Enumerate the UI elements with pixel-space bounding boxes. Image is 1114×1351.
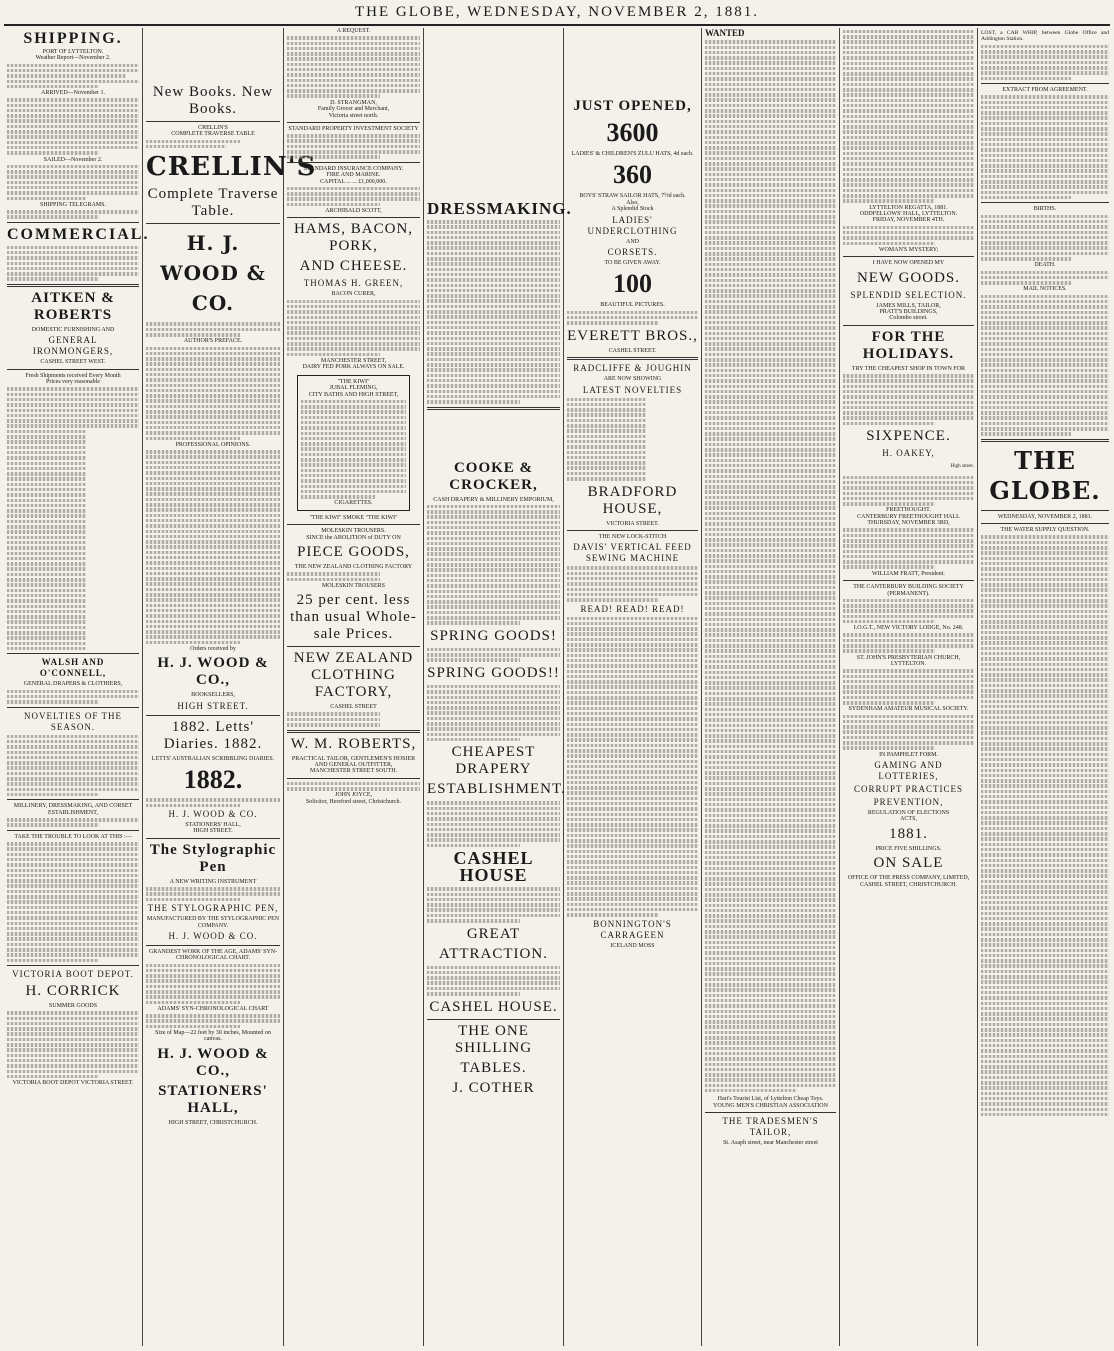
crellin-logo: CRELLIN'S (146, 152, 317, 183)
hart-line: Hart's Tourist List, of Lyttelton Cheap Toys. (717, 1096, 824, 1103)
number-3600: 3600 (606, 118, 659, 147)
high-street-line: HIGH STREET. (177, 700, 249, 711)
standard-ins-heading: STANDARD INSURANCE COMPANY. (303, 165, 404, 172)
green-text (287, 300, 420, 356)
wood-text (146, 322, 280, 336)
divider (287, 646, 420, 647)
col7-top-text (843, 30, 974, 203)
divider (7, 284, 139, 287)
newbooks-heading: New Books. New Books. (152, 84, 274, 117)
davis-text (567, 566, 698, 601)
aitken-list (7, 387, 139, 650)
boys-line: BOYS' STRAW SAILOR HATS, 7½d each. (579, 193, 686, 200)
regulation-line: REGULATION OF ELECTIONS (867, 810, 950, 817)
everett-text (567, 311, 698, 325)
highst-line: HIGH STREET. (193, 828, 233, 835)
kiwi-text (301, 400, 406, 499)
scott-line: ARCHIBALD SCOTT, (325, 208, 382, 215)
lezard-heading: TAKE THE TROUBLE TO LOOK AT THIS :— (14, 833, 132, 840)
attraction-heading: ATTRACTION. (439, 945, 548, 962)
walsh-sub: GENERAL DRAPERS & CLOTHIERS, (23, 681, 123, 688)
corrick-footer: VICTORIA BOOT DEPOT VICTORIA STREET. (12, 1080, 134, 1087)
st-asaph-line: St. Asaph street, near Manchester street (723, 1140, 818, 1147)
strangman-line: D. STRANGMAN, (330, 99, 377, 106)
nz-text (287, 572, 420, 581)
sixpence-heading: SIXPENCE. (866, 428, 951, 445)
capital-line: CAPITAL ... ... £1,000,000. (320, 178, 387, 185)
telegrams-heading: SHIPPING TELEGRAMS. (40, 201, 106, 208)
kiwi-heading: "THE KIWI" (337, 378, 370, 385)
green-heading: THOMAS H. GREEN, (303, 278, 404, 289)
professional-heading: PROFESSIONAL OPINIONS. (175, 441, 251, 448)
corsets-line: CORSETS. (607, 247, 658, 258)
lyttelton-line: LYTTELTON. (890, 661, 927, 668)
divider (287, 162, 420, 163)
shipping-text (7, 64, 139, 89)
complete-logo: Complete Traverse Table. (147, 186, 279, 220)
divider (287, 730, 420, 733)
curer-line: BACON CURER, (331, 291, 376, 298)
arrived-text (7, 98, 139, 154)
divider (981, 523, 1109, 524)
hams-heading: HAMS, BACON, PORK, (293, 221, 414, 255)
divider (287, 217, 420, 218)
shipping-heading: SHIPPING. (23, 30, 123, 47)
showing-line: ARE NOW SHOWING (603, 376, 662, 383)
column-4 (424, 28, 572, 1346)
kiwi-advert (297, 375, 410, 511)
writing-line: A NEW WRITING INSTRUMENT (169, 878, 257, 885)
given-line: TO BE GIVEN AWAY. (604, 260, 661, 267)
request-text (287, 36, 420, 98)
number-100: 100 (613, 269, 652, 299)
column-3 (284, 28, 423, 1346)
read-heading: READ! READ! READ! (580, 603, 685, 614)
beautiful-line: BEAUTIFUL PICTURES. (600, 302, 665, 309)
jubal-line: JUBAL FLEMING, (329, 385, 378, 392)
divider (981, 510, 1109, 511)
canterbury-line: CANTERBURY FREETHOUGHT HALL (857, 513, 960, 520)
divider (7, 799, 139, 800)
wanted-advert (705, 30, 836, 1092)
masthead: THE GLOBE, WEDNESDAY, NOVEMBER 2, 1881. (355, 4, 759, 20)
divider (7, 965, 139, 966)
kiwi-vertical: "THE KIWI" SMOKE "THE KIWI" (309, 514, 398, 521)
just-opened-heading: JUST OPENED, (573, 98, 692, 114)
high-line: High street. (950, 464, 974, 470)
christchurch-line: HIGH STREET, CHRISTCHURCH. (168, 1119, 258, 1126)
newgoods-heading: NEW GOODS. (856, 269, 961, 286)
divider (146, 945, 280, 946)
oakey-text (843, 476, 974, 506)
orders-line: Orders received by (190, 646, 236, 653)
since-line: SINCE the ABOLITION of DUTY ON (306, 534, 401, 541)
wanted-label: WANTED (705, 28, 745, 38)
divider (981, 202, 1109, 203)
wood2-heading: H. J. WOOD & CO., (157, 655, 269, 689)
date-line: WEDNESDAY, NOVEMBER 2, 1881. (997, 513, 1093, 520)
arrived-heading: ARRIVED—November 1. (41, 90, 105, 97)
column-5 (564, 28, 701, 1346)
price-heading: 25 per cent. less than usual Whole-sale Prices. (290, 592, 417, 643)
editorial-text (981, 535, 1109, 1116)
standard-ins-text (287, 187, 420, 206)
building-text (843, 599, 974, 624)
colombo-line: Colombo street. (889, 315, 928, 322)
crellin-label: CRELLIN'S (198, 125, 228, 131)
great-heading: GREAT (466, 925, 521, 942)
extract-heading: EXTRACT FROM AGREEMENT. (1002, 87, 1088, 94)
divider (146, 715, 280, 716)
freethought-text (843, 528, 974, 569)
cigarettes-line: CIGARETTES. (334, 500, 373, 507)
cheapest-heading: CHEAPEST DRAPERY (451, 744, 536, 778)
divider (843, 256, 974, 257)
divider (146, 223, 280, 224)
cashel-heading: CASHEL HOUSE (453, 848, 534, 886)
thursday-line: THURSDAY, NOVEMBER 3RD, (867, 520, 950, 527)
mail-heading: MAIL NOTICES. (1023, 286, 1067, 293)
moleskin2-line: MOLESKIN TROUSERS (321, 582, 386, 589)
bonnington-heading: BONNINGTON'S CARRAGEEN (593, 918, 672, 940)
attraction-text (427, 966, 560, 996)
request-heading: A REQUEST. (336, 28, 371, 34)
number-360: 360 (613, 160, 652, 190)
lost-text (981, 45, 1109, 80)
divider (7, 830, 139, 831)
wood5-heading: H. J. WOOD & CO., (157, 1045, 269, 1079)
young-line: YOUNG MEN'S CHRISTIAN ASSOCIATION (713, 1102, 828, 1109)
nzcf-text (287, 712, 420, 726)
prevention-heading: PREVENTION, (873, 797, 944, 808)
aitken-sub: DOMESTIC FURNISHING AND (31, 326, 115, 333)
freethought-heading: FREETHOUGHT. (886, 507, 931, 514)
weather-report: Weather Report—November 2. (35, 55, 111, 62)
cashel-line: CASHEL STREET, CHRISTCHURCH. (859, 881, 957, 888)
sydenham-text (843, 715, 974, 750)
roberts-heading: W. M. ROBERTS, (290, 735, 417, 752)
building-heading: THE CANTERBURY BUILDING SOCIETY (PERMANENT). (853, 584, 964, 597)
dairy-line: DAIRY FED PORK ALWAYS ON SALE. (302, 364, 405, 371)
divider (843, 580, 974, 581)
walsh-text (7, 690, 139, 704)
standard-text (287, 134, 420, 159)
manchester-south-line: MANCHESTER STREET SOUTH. (309, 768, 398, 775)
stylo2-heading: THE STYLOGRAPHIC PEN, (147, 903, 279, 914)
radcliffe-heading: RADCLIFFE & JOUGHIN (573, 363, 692, 374)
divider (7, 653, 139, 654)
victoria-line: Victoria street north. (328, 112, 379, 119)
friday-line: FRIDAY, NOVEMBER 4TH. (872, 217, 945, 224)
chart2-text (146, 1014, 280, 1028)
cash-line: CASH DRAPERY & MILLINERY EMPORIUM, (433, 496, 554, 503)
moleskin-heading: MOLESKIN TROUSERS. (321, 528, 386, 535)
chart2-heading: ADAMS' SYN-CHRONOLOGICAL CHART (157, 1005, 269, 1012)
year-heading: 1881. (889, 825, 928, 842)
diaries-year: 1882. (183, 765, 243, 795)
divider (287, 524, 420, 525)
womans-line: WOMAN'S MYSTERY; (878, 246, 939, 253)
top-rule (4, 24, 1110, 26)
acts-line: ACTS, (900, 816, 917, 823)
letts-line: LETTS' AUSTRALIAN SCRIBBLING DIARIES. (151, 755, 275, 762)
spring2-heading: SPRING GOODS!! (427, 664, 560, 681)
ioof-text (843, 633, 974, 652)
bradford-heading: BRADFORD HOUSE, (587, 483, 678, 517)
everett-street: CASHEL STREET. (608, 347, 657, 354)
splendid-heading: SPLENDID SELECTION. (850, 289, 967, 300)
manchester-line: MANCHESTER STREET, (320, 357, 387, 364)
prices-line: Prices very reasonable (46, 379, 100, 386)
aitken-heading: AITKEN & ROBERTS (31, 289, 115, 323)
commercial-text (7, 246, 139, 281)
spring2-text (427, 685, 560, 741)
office-line: OFFICE OF THE PRESS COMPANY, LIMITED, (847, 875, 970, 882)
size-line: Size of Map—22 feet by 30 inches, Mounted on canvas. (155, 1030, 271, 1043)
lost-notice: LOST, a CAB WHIP, between Globe Office and Addington Station. (981, 30, 1109, 43)
port-heading: PORT OF LYTTELTON. (42, 49, 104, 55)
chart-text (146, 964, 280, 1005)
try-line: TRY THE CHEAPEST SHOP IN TOWN FOR (851, 365, 966, 372)
crellin-text (146, 140, 280, 149)
one-heading: THE ONE SHILLING (454, 1022, 533, 1056)
james-line: JAMES MILLS, TAILOR, (876, 302, 941, 309)
professional-text (146, 450, 280, 644)
read-text (567, 617, 698, 917)
also-line: Also, (626, 199, 639, 206)
sydenham-heading: SYDENHAM AMATEUR MUSICAL SOCIETY. (848, 706, 969, 713)
presbyterian-text (843, 669, 974, 704)
complete-label: COMPLETE TRAVERSE TABLE (171, 131, 255, 138)
preface-heading: AUTHOR'S PREFACE. (183, 338, 243, 345)
column-8 (978, 28, 1112, 1346)
births-text (981, 215, 1109, 261)
cashel2-heading: CASHEL HOUSE. (429, 998, 558, 1015)
solicitor-line: Solicitor, Hereford street, Christchurch. (305, 798, 402, 805)
oddfellows-line: ODDFELLOWS' HALL, LYTTELTON. (859, 211, 958, 217)
divider (146, 121, 280, 122)
underclothing-line: LADIES' UNDERCLOTHING (587, 214, 678, 236)
commercial-heading: COMMERCIAL. (7, 225, 150, 243)
and-line: AND (626, 238, 639, 245)
wanted-text (705, 40, 836, 1092)
walsh-heading: WALSH AND O'CONNELL, (39, 657, 107, 679)
tailor-line: PRACTICAL TAILOR, GENTLEMEN'S HOSIER (291, 755, 416, 762)
stationers-hall-heading: STATIONERS' HALL, (158, 1082, 268, 1116)
water-heading: THE WATER SUPPLY QUESTION. (1000, 527, 1090, 534)
latest-line: LATEST NOVELTIES (582, 384, 683, 395)
divider (287, 122, 420, 123)
millinery-heading: MILLINERY, DRESSMAKING, AND CORSET ESTABLISHMENT, (13, 803, 133, 816)
outfitter-line: AND GENERAL OUTFITTER, (314, 761, 393, 768)
joyce-line: JOHN JOYCE, (334, 792, 372, 799)
diaries-text (146, 798, 280, 807)
corrupt-heading: CORRUPT PRACTICES (853, 784, 964, 795)
aitken-sub2: GENERAL IRONMONGERS, (32, 335, 114, 357)
divider (427, 1019, 560, 1020)
column-6 (702, 28, 839, 1346)
stationers-line: STATIONERS' HALL, (185, 822, 241, 829)
diaries-heading: 1882. Letts' Diaries. 1882. (163, 718, 263, 752)
divider (427, 407, 560, 410)
stylo-text (146, 887, 280, 901)
tables-heading: TABLES. (460, 1059, 527, 1076)
corrick-text (7, 1011, 139, 1078)
divider (705, 1112, 836, 1113)
corrick-heading: H. CORRICK (25, 983, 121, 1000)
column-2 (143, 28, 317, 1346)
stylo-sub: MANUFACTURED BY THE STYLOGRAPHIC PEN COMPANY. (146, 916, 280, 929)
ioof-heading: I.O.G.T., NEW VICTORY LODGE, No. 248. (853, 625, 964, 632)
pratt-line: PRATT'S BUILDINGS, (879, 309, 938, 316)
iceland-line: ICELAND MOSS (610, 942, 655, 949)
price-line: PRICE FIVE SHILLINGS. (875, 845, 942, 852)
mail-text (981, 295, 1109, 436)
shipments-line: Fresh Shipments received Every Month (25, 372, 121, 379)
victoria-line: VICTORIA STREET. (606, 520, 659, 527)
tradesmen-heading: THE TRADESMEN'S TAILOR, (722, 1116, 819, 1138)
cother-heading: J. COTHER (452, 1079, 535, 1096)
divider (7, 707, 139, 708)
divider (287, 778, 420, 779)
death-heading: DEATH. (1034, 262, 1056, 269)
cooke-text (427, 505, 560, 625)
baths-line: CITY BATHS AND HIGH STREET, (308, 391, 399, 398)
births-heading: BIRTHS. (1033, 206, 1057, 213)
divider (7, 369, 139, 370)
preface-text (146, 347, 280, 441)
aitken-street: CASHEL STREET WEST. (40, 359, 106, 366)
wood3-heading: H. J. WOOD & CO. (168, 809, 258, 820)
splendid-line: A Splendid Stock (611, 206, 654, 213)
divider (7, 222, 139, 223)
establishment-heading: ESTABLISHMENT. (427, 781, 566, 798)
onsale-heading: ON SALE (873, 855, 944, 872)
holidays-heading: FOR THE HOLIDAYS. (862, 328, 955, 362)
ladies-line: LADIES' & CHILDREN'S ZULU HATS, 4d each. (571, 151, 694, 157)
wood-heading: H. J. WOOD & CO. (160, 231, 266, 316)
regatta-heading: LYTTELTON REGATTA, 1881. (869, 204, 948, 211)
opened-line: I HAVE NOW OPENED MY (872, 260, 945, 267)
millinery-text (7, 818, 139, 827)
nzcf-heading: NEW ZEALAND CLOTHING FACTORY, (293, 650, 414, 701)
piece-heading: PIECE GOODS, (297, 544, 410, 561)
cooke-heading: COOKE & CROCKER, (449, 459, 538, 493)
lezard-text (7, 842, 139, 962)
corrick-sub: SUMMER GOODS (48, 1003, 98, 1010)
booksellers-line: BOOKSELLERS, (191, 692, 235, 699)
oakey-heading: H. OAKEY, (882, 448, 935, 459)
dressmaking-text (427, 220, 560, 404)
gaming-heading: GAMING AND LOTTERIES, (874, 760, 943, 782)
column-1 (4, 28, 150, 1346)
novelties-heading: NOVELTIES OF THE SEASON. (23, 710, 122, 732)
sailed-text (7, 165, 139, 200)
spring-heading: SPRING GOODS! (430, 627, 557, 644)
dressmaking-heading: DRESSMAKING. (427, 199, 572, 218)
divider (567, 357, 698, 360)
victoria-heading: VICTORIA BOOT DEPOT. (12, 969, 134, 980)
cashel-st-line: CASHEL STREET (330, 704, 377, 711)
death-text (981, 271, 1109, 285)
spring-text (427, 648, 560, 662)
nz-line: THE NEW ZEALAND CLOTHING FACTORY (294, 564, 413, 571)
globe-title: THE GLOBE. (989, 445, 1101, 505)
machine-line: THE NEW LOCK-STITCH (598, 533, 667, 540)
divider (843, 325, 974, 326)
regatta-text (843, 226, 974, 245)
telegrams-text (7, 210, 139, 219)
cheapest-text (427, 801, 560, 847)
joyce-text (287, 782, 420, 791)
fratt-line: WILLIAM FRATT, President. (872, 570, 945, 577)
cashel-text (427, 887, 560, 922)
pamphlet-line: IN PAMPHLET FORM. (879, 751, 938, 758)
family-line: Family Grocer and Merchant, (317, 106, 390, 113)
standard-heading: STANDARD PROPERTY INVESTMENT SOCIETY (288, 125, 419, 132)
cheese-heading: AND CHEESE. (299, 258, 408, 275)
divider (981, 83, 1109, 84)
fire-line: FIRE AND MARINE. (326, 172, 381, 179)
radcliffe-list (567, 398, 698, 481)
divider (146, 838, 280, 839)
holidays-text (843, 374, 974, 425)
divider (567, 530, 698, 531)
chart-heading: GRANDEST WORK OF THE AGE, ADAMS' SYN-CHRONOLOGICAL CHART. (148, 948, 278, 962)
davis-heading: DAVIS' VERTICAL FEED SEWING MACHINE (573, 542, 692, 564)
extract-text (981, 95, 1109, 199)
presbyterian-heading: ST. JOHN'S PRESBYTERIAN CHURCH, (856, 654, 961, 661)
sailed-heading: SAILED—November 2. (43, 156, 103, 163)
wood4-heading: H. J. WOOD & CO. (168, 930, 258, 941)
novelties-text (7, 735, 139, 797)
column-7 (840, 28, 977, 1346)
stylographic-heading: The Stylographic Pen (149, 841, 277, 875)
everett-heading: EVERETT BROS., (567, 327, 698, 344)
divider (981, 439, 1109, 442)
